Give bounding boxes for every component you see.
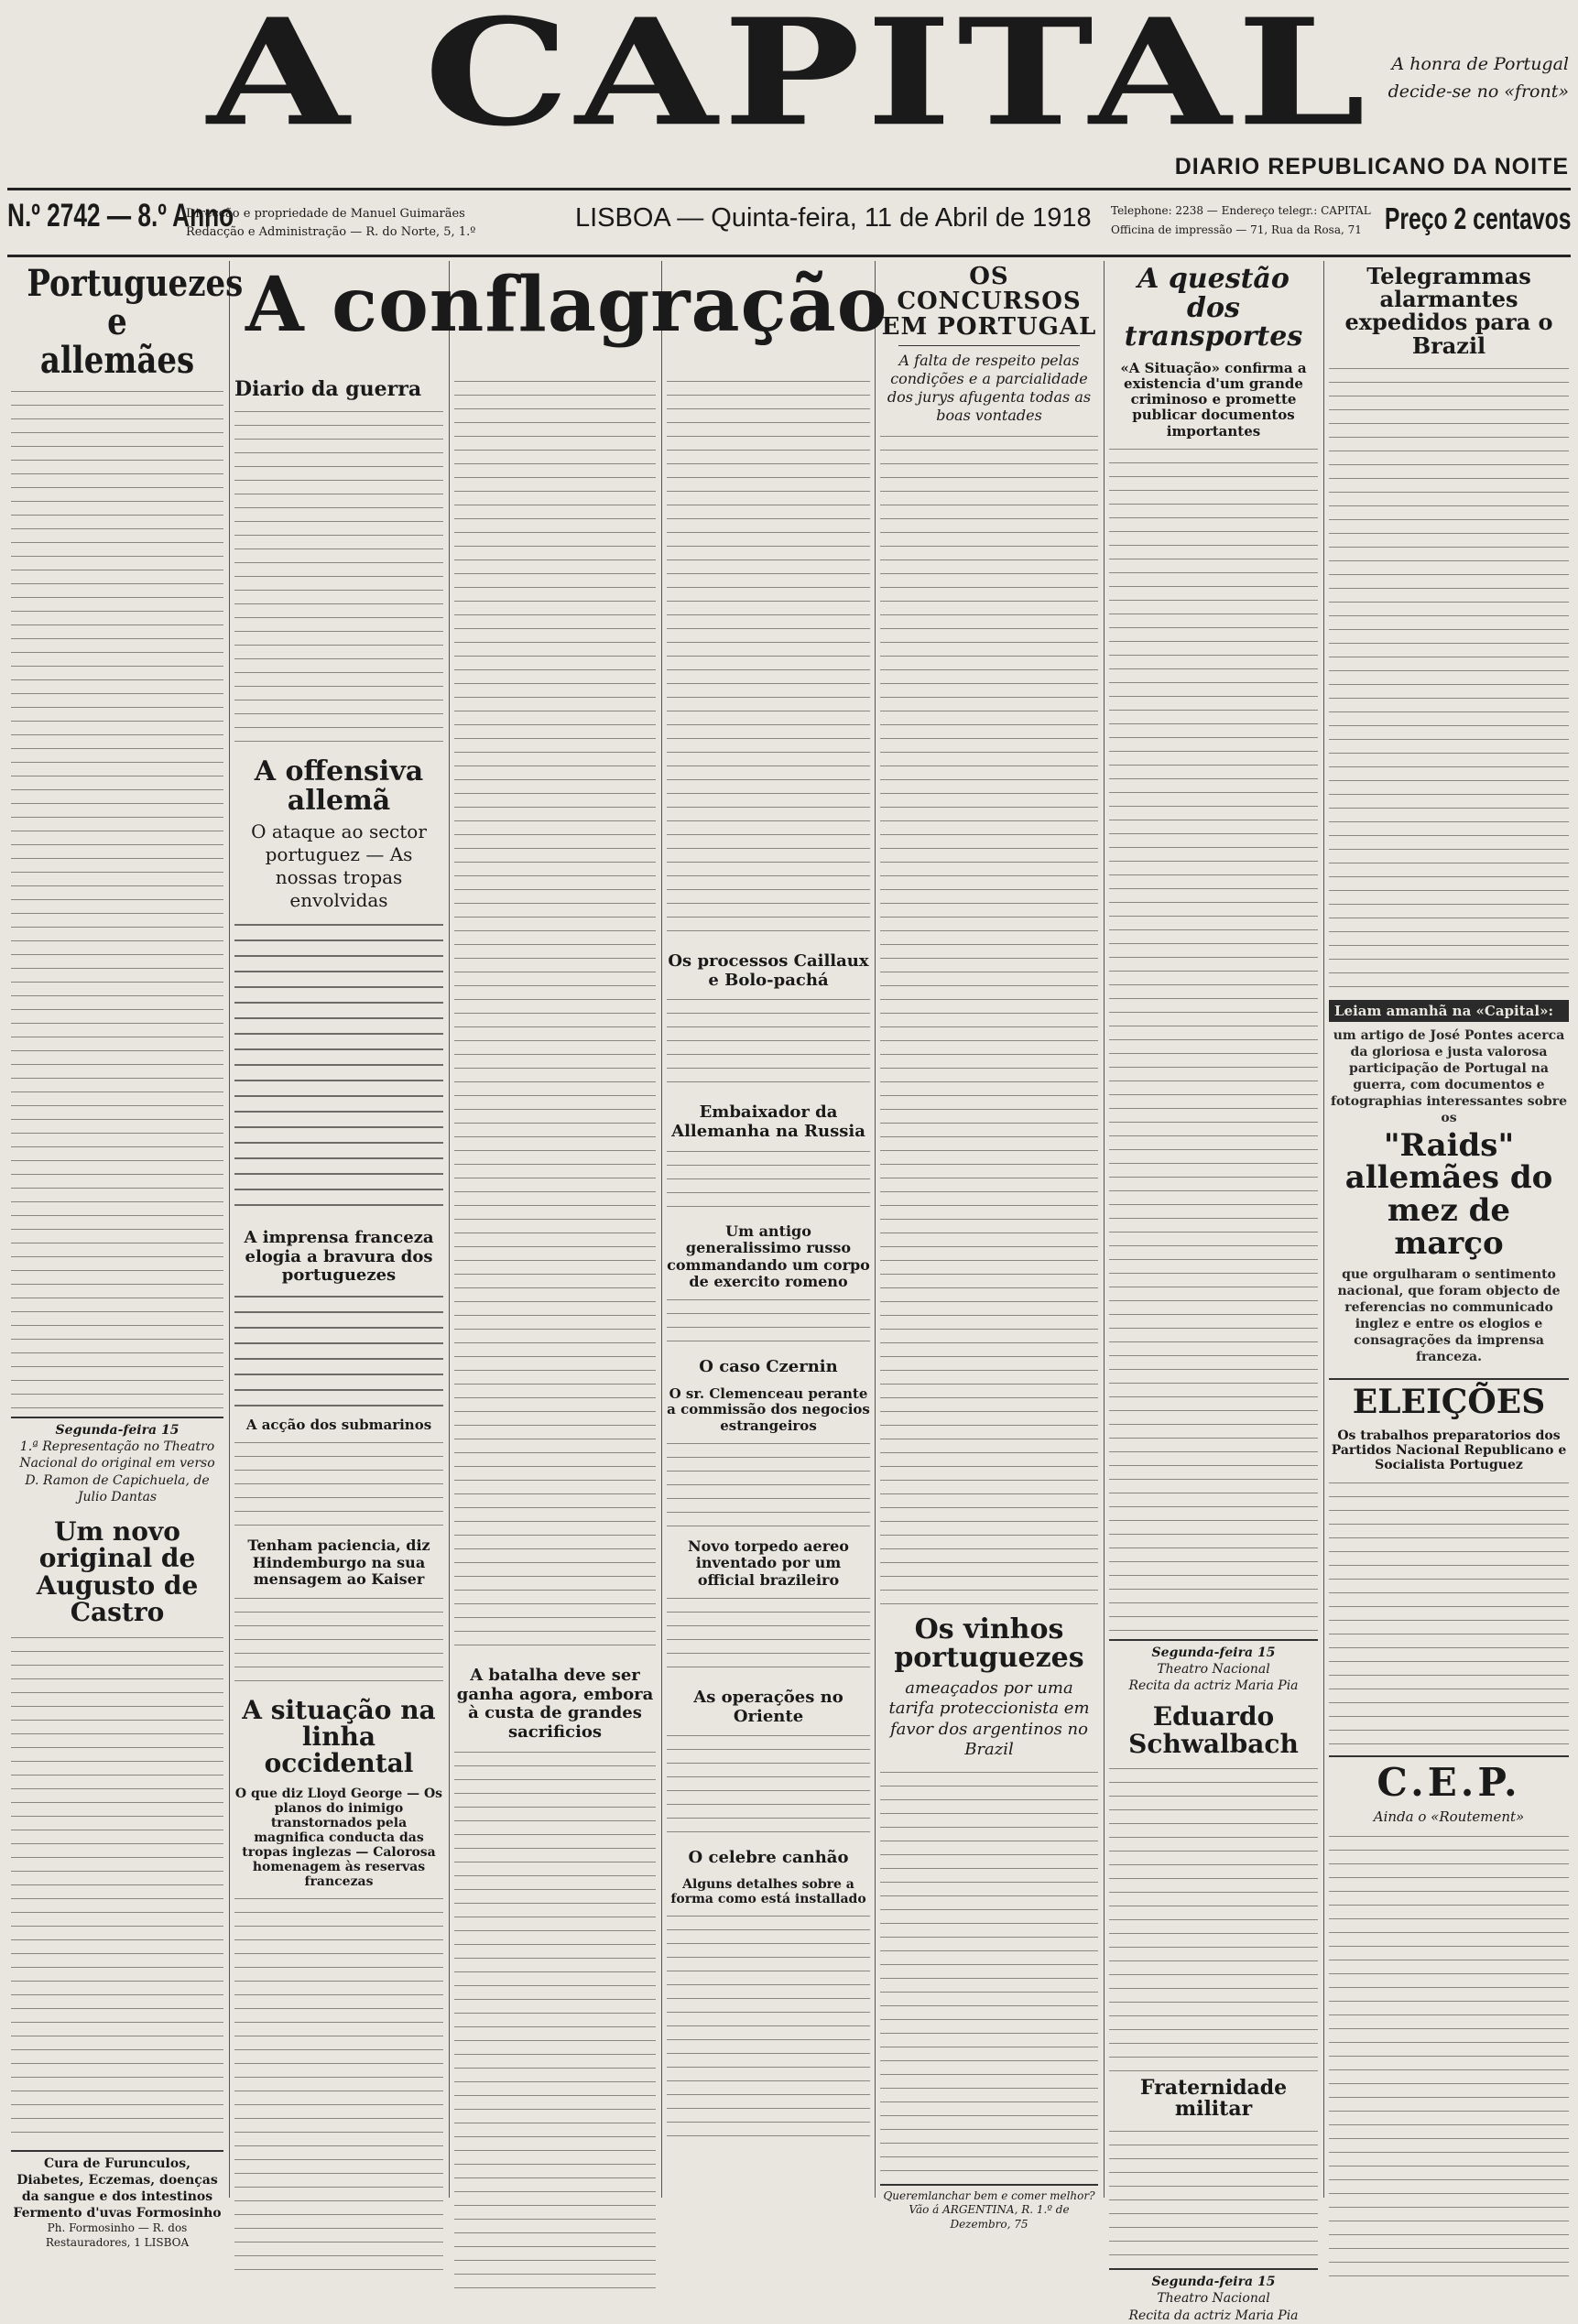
column-rule (1323, 261, 1324, 2198)
article-body (234, 1592, 443, 1693)
contacts-info (1111, 201, 1371, 240)
canhao-headline: O celebre canhão (688, 1848, 849, 1868)
article-body (1329, 1477, 1569, 1752)
article-body (1109, 2125, 1318, 2263)
column-4 (667, 375, 870, 2198)
hindenburg-headline: Tenham paciencia, diz Hindemburgo na sua mensagem ao Kaiser (247, 1537, 430, 1589)
article-body (880, 1766, 1098, 2178)
article-body (454, 1746, 656, 2296)
column-3 (454, 375, 656, 2198)
dateline: LISBOA — Quinta-feira, 11 de Abril de 1918 (575, 203, 1092, 233)
elections-subheadline: Os trabalhos preparatorios dos Partidos Nacional Republicano e Socialista Portuguez (1331, 1428, 1567, 1473)
situation-subheadline: O que diz Lloyd George — Os planos do inimigo transtornados pela magnifica conducta das tropas inglezas — Calorosa homenagem às reservas francezas (234, 1786, 443, 1890)
motto-line-1: A honra de Portugal (1391, 54, 1569, 74)
article-body (234, 1289, 443, 1408)
column-1 (11, 261, 244, 2249)
divider (898, 345, 1080, 346)
article-body (880, 430, 1098, 1612)
schwalbach-headline: Eduardo Schwalbach (1128, 1701, 1299, 1759)
column-rule (875, 261, 876, 2198)
contests-subheadline: A falta de respeito pelas condições e a parcialidade dos jurys afugenta todas as boas vontades (887, 351, 1092, 424)
recital-ad-2 (1109, 2268, 1318, 2324)
battle-headline: A batalha deve ser ganha agora, embora à custa de grandes sacrificios (456, 1666, 654, 1743)
motto (1358, 50, 1569, 105)
book-headline: Um novo original de Augusto de Castro (36, 1515, 199, 1628)
telegrams-headline: Telegrammas alarmantes expedidos para o Brazil (1344, 263, 1553, 359)
cure-ad-address: Ph. Formosinho — R. dos Restauradores, 1 LISBOA (45, 2221, 190, 2249)
column-rule (1104, 261, 1105, 2198)
restaurant-ad-line-1: Queremlanchar bem e comer melhor? (883, 2188, 1095, 2202)
canhao-subheadline: Alguns detalhes sobre a forma como está installado (670, 1876, 866, 1907)
orient-headline: As operações no Oriente (693, 1687, 843, 1726)
article-body (1109, 1763, 1318, 2074)
article-body (667, 1438, 870, 1529)
article-body (667, 1294, 870, 1349)
article-body (234, 1893, 443, 2277)
ambassador-headline: Embaixador da Allemanha na Russia (671, 1102, 865, 1142)
praise-headline: A imprensa franceza elogia a bravura dos portuguezes (244, 1228, 434, 1286)
czernin-headline: O caso Czernin (699, 1357, 838, 1377)
czernin-subheadline: O sr. Clemenceau perante a commissão dos negocios estrangeiros (667, 1385, 870, 1434)
column-rule (661, 261, 662, 2198)
cep-subheadline: Ainda o «Routement» (1373, 1808, 1525, 1825)
elections-headline: ELEIÇÕES (1329, 1378, 1569, 1420)
caillaux-headline: Os processos Caillaux e Bolo-pachá (668, 951, 869, 990)
column-rule (449, 261, 450, 2198)
article-body (11, 1632, 223, 2145)
column-rule (229, 261, 230, 2198)
fraternidade-headline: Fraternidade militar (1139, 2076, 1288, 2122)
article-body (234, 406, 443, 754)
price: Preço 2 centavos (1384, 201, 1571, 235)
direction-info (186, 205, 475, 242)
recital-ad-2-date: Segunda-feira 15 (1151, 2275, 1276, 2290)
col1-headline: Portuguezes e allemães (27, 262, 244, 382)
cep-headline: C.E.P. (1329, 1755, 1569, 1803)
article-body (667, 1730, 870, 1840)
recital-ad (1109, 1639, 1318, 1695)
recital-ad-text: Recita da actriz Maria Pia (1128, 1678, 1299, 1694)
column-7 (1329, 261, 1569, 2198)
column-2 (234, 375, 443, 2198)
restaurant-ad-line-2: Vão á ARGENTINA, R. 1.º de Dezembro, 75 (909, 2203, 1070, 2232)
recital-ad-2-theatre: Theatro Nacional (1157, 2291, 1270, 2307)
column-6 (1109, 261, 1318, 2323)
theatre-ad-text: 1.ª Representação no Theatro Nacional do original em verso D. Ramon de Capichuela, de Julio Dantas (19, 1439, 215, 1504)
main-headline: A conflagração (245, 261, 888, 349)
situation-headline: A situação na linha occidental (242, 1694, 436, 1779)
info-bar (7, 194, 1571, 251)
transport-headline: A questão dos transportes (1124, 263, 1303, 353)
issue-number: N.º 2742 — 8.º Anno (7, 198, 234, 233)
newspaper-title: A CAPITAL (207, 0, 1371, 159)
restaurant-ad (880, 2184, 1098, 2232)
torpedo-headline: Novo torpedo aereo inventado por um official brazileiro (688, 1537, 849, 1589)
war-diary-title: Diario da guerra (234, 377, 422, 401)
cure-ad (11, 2150, 223, 2251)
article-body (667, 1910, 870, 2148)
top-rule (7, 188, 1571, 190)
recital-ad-date: Segunda-feira 15 (1151, 1645, 1276, 1660)
article-body (667, 1592, 870, 1679)
theatre-ad (11, 1417, 223, 1505)
contacts-line-1: Telephone: 2238 — Endereço telegr.: CAPITAL (1111, 204, 1371, 217)
offensive-headline: A offensiva allemã (254, 755, 424, 817)
wines-headline: Os vinhos portuguezes (894, 1613, 1084, 1675)
contests-headline: OS CONCURSOS EM PORTUGAL (881, 263, 1097, 341)
newspaper-subtitle: DIARIO REPUBLICANO DA NOITE (1174, 154, 1569, 179)
article-body (11, 386, 223, 1411)
theatre-ad-date: Segunda-feira 15 (55, 1423, 180, 1438)
direction-line-2: Redacção e Administração — R. do Norte, 5, 1.º (186, 225, 476, 239)
direction-line-1: Direcção e propriedade de Manuel Guimarães (186, 207, 465, 221)
article-body (667, 1146, 870, 1214)
motto-line-2: decide-se no «front» (1388, 81, 1569, 102)
promo-tail: que orgulharam o sentimento nacional, que foram objecto de referencias no communicado inglez e entre os elogios e consagrações da imprensa franceza. (1337, 1266, 1561, 1364)
article-body (234, 1437, 443, 1528)
info-bottom-rule (7, 255, 1571, 257)
submarines-headline: A acção dos submarinos (245, 1417, 432, 1434)
recital-ad-2-text: Recita da actriz Maria Pia (1128, 2308, 1299, 2323)
raids-headline: "Raids" allemães do mez de março (1344, 1126, 1553, 1262)
general-headline: Um antigo generalissimo russo commandando um corpo de exercito romeno (667, 1222, 870, 1290)
wines-subheadline: ameaçados por uma tarifa proteccionista em favor dos argentinos no Brazil (888, 1678, 1090, 1760)
article-body (1329, 1830, 1569, 2288)
promo-text: um artigo de José Pontes acerca da gloriosa e justa valorosa participação de Portugal na guerra, com documentos e fotographias interessantes sobre os (1330, 1027, 1568, 1125)
offensive-subheadline: O ataque ao sector portuguez — As nossas tropas envolvidas (251, 820, 427, 912)
article-body (667, 994, 870, 1094)
article-body (454, 375, 656, 1657)
contacts-line-2: Officina de impressão — 71, Rua da Rosa, 71 (1111, 223, 1362, 236)
cure-ad-text: Cura de Furunculos, Diabetes, Eczemas, doenças da sangue e dos intestinos Fermento d'uvas Formosinho (13, 2156, 222, 2221)
article-body (234, 918, 443, 1220)
promo-label: Leiam amanhã na «Capital»: (1329, 1000, 1569, 1022)
article-body (1329, 363, 1569, 994)
article-body (667, 375, 870, 943)
column-5 (880, 261, 1098, 2232)
article-body (1109, 443, 1318, 1634)
transport-subheadline: «A Situação» confirma a existencia d'um grande criminoso e promette publicar documentos importantes (1120, 359, 1307, 440)
recital-ad-theatre: Theatro Nacional (1157, 1661, 1270, 1677)
